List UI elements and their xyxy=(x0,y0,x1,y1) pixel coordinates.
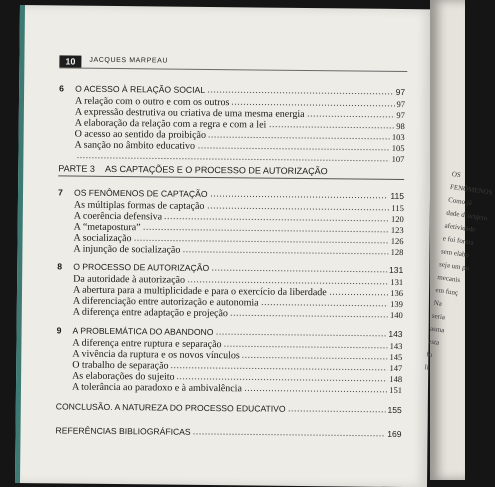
toc-entry xyxy=(57,306,403,321)
conclusion-heading xyxy=(56,401,402,417)
entry-label: A relação com o outro e com os outros xyxy=(74,95,230,109)
dot-leader xyxy=(197,147,390,151)
dot-leader xyxy=(224,345,388,349)
chapter-title: O PROCESSO DE AUTORIZAÇÃO xyxy=(73,261,210,273)
dot-leader xyxy=(164,218,389,222)
dot-leader xyxy=(76,157,389,162)
dot-leader xyxy=(230,314,388,318)
chapter-page: 143 xyxy=(388,328,403,340)
facing-line: mecanis xyxy=(436,273,461,285)
chapter-page: 115 xyxy=(390,190,405,202)
conclusion-title: CONCLUSÃO. A NATUREZA DO PROCESSO EDUCATIVO xyxy=(55,401,286,414)
entry-label: A socialização xyxy=(73,232,132,245)
entry-label: A coerência defensiva xyxy=(73,210,163,223)
facing-line: seja um po xyxy=(438,260,470,273)
entry-label: A diferenciação entre autorização e autonomia xyxy=(72,295,259,309)
entry-page: 147 xyxy=(389,362,403,374)
entry-page: 148 xyxy=(389,373,403,385)
entry-page: 123 xyxy=(390,224,404,236)
chapter-number: 8 xyxy=(57,261,63,272)
facing-line: fo xyxy=(425,350,433,359)
facing-line: em funç xyxy=(435,285,459,297)
dot-leader xyxy=(261,304,389,307)
entry-label: A expressão destrutiva ou criativa de uma mesma energia xyxy=(74,106,305,120)
references-page: 169 xyxy=(387,428,402,440)
page-spine-edge xyxy=(15,5,25,483)
entry-page: 128 xyxy=(390,246,404,258)
part-heading xyxy=(58,163,404,180)
entry-label: A vivência da ruptura e os novos vínculos xyxy=(72,348,240,362)
entry-label: As elaborações do sujeito xyxy=(72,370,175,383)
part-number: PARTE 3 xyxy=(58,163,96,174)
facing-line: esta xyxy=(427,337,440,347)
toc-conclusion xyxy=(56,401,402,417)
entry-page: 143 xyxy=(389,340,403,352)
facing-line: Na xyxy=(433,298,443,308)
entry-label: A diferença entre adaptação e projeção xyxy=(72,306,229,320)
entry-label: Da autoridade à autorização xyxy=(73,273,186,286)
facing-line: afetividade xyxy=(444,221,476,234)
facing-line: Como já xyxy=(447,195,473,208)
toc-chapter-9 xyxy=(56,325,403,396)
dot-leader xyxy=(143,228,389,233)
dot-leader xyxy=(171,367,388,371)
entry-label: O acesso ao sentido da proibição xyxy=(74,128,207,141)
page-number: 10 xyxy=(59,55,81,67)
chapter-title: A PROBLEMÁTICA DO ABANDONO xyxy=(72,325,214,338)
references-heading xyxy=(55,425,401,441)
entry-page: 151 xyxy=(389,384,403,396)
dot-leader xyxy=(206,207,389,211)
dot-leader xyxy=(193,433,386,437)
entry-page: 103 xyxy=(391,131,405,143)
toc-references xyxy=(55,425,401,441)
dot-leader xyxy=(187,281,388,285)
entry-label: A “metapostura” xyxy=(73,221,141,234)
chapter-number: 9 xyxy=(56,325,62,336)
toc-chapter-7 xyxy=(57,187,404,258)
chapter-title: OS FENÔMENOS DE CAPTAÇÃO xyxy=(73,187,208,199)
entry-page: 115 xyxy=(391,202,404,214)
toc-chapter-8 xyxy=(57,261,404,321)
entry-label: A tolerância ao paradoxo e à ambivalência xyxy=(71,381,242,395)
toc-chapter-6 xyxy=(58,83,405,165)
entry-label: As múltiplas formas de captação xyxy=(73,199,205,212)
toc-entry xyxy=(56,381,402,396)
entry-page: 131 xyxy=(390,276,404,288)
dot-leader xyxy=(244,389,387,393)
dot-leader xyxy=(215,333,386,337)
entry-page: 98 xyxy=(396,120,405,132)
entry-page: 120 xyxy=(390,213,404,225)
entry-page: 97 xyxy=(396,109,405,121)
part-title: AS CAPTAÇÕES E O PROCESSO DE AUTORIZAÇÃO xyxy=(104,163,328,177)
running-header-author: JACQUES MARPEAU xyxy=(89,56,169,65)
dot-leader xyxy=(210,195,389,199)
dot-leader xyxy=(242,356,388,360)
dot-leader xyxy=(307,115,395,118)
facing-line: e foi forma xyxy=(442,234,475,247)
entry-page: 105 xyxy=(391,142,405,154)
entry-page: 145 xyxy=(389,351,403,363)
conclusion-page: 155 xyxy=(387,404,402,416)
chapter-title: O ACESSO À RELAÇÃO SOCIAL xyxy=(75,83,206,95)
toc-entry xyxy=(57,243,403,258)
entry-label: A elaboração da relação com a regra e com a lei xyxy=(74,117,267,131)
dot-leader xyxy=(268,126,394,129)
dot-leader xyxy=(211,269,387,273)
entry-page: 136 xyxy=(390,287,404,299)
dot-leader xyxy=(288,410,386,413)
facing-line: dade d' origem xyxy=(445,208,488,223)
running-header xyxy=(59,55,407,72)
dot-leader xyxy=(231,103,394,107)
dot-leader xyxy=(207,91,394,95)
entry-label: A abertura para a multiplicidade e para o exercício da liberdade xyxy=(72,284,327,299)
facing-line: sem elabo xyxy=(440,247,470,260)
entry-page: 139 xyxy=(390,298,403,310)
dot-leader xyxy=(177,378,388,382)
facing-line: asma xyxy=(429,324,445,335)
chapter-page: 131 xyxy=(389,264,404,276)
chapter-page: 97 xyxy=(395,86,406,98)
dot-leader xyxy=(208,136,390,140)
facing-page-text xyxy=(424,168,495,380)
toc-entry-continuation xyxy=(58,150,404,165)
entry-label: A injunção de socialização xyxy=(73,243,181,256)
entry-page: 97 xyxy=(396,98,406,110)
dot-leader xyxy=(329,293,389,296)
entry-label: O trabalho de separação xyxy=(72,359,169,372)
facing-line: li xyxy=(424,363,430,372)
facing-page xyxy=(424,0,493,480)
dot-leader xyxy=(134,239,389,244)
book-page xyxy=(15,5,432,487)
entry-label: A diferença entre ruptura e separação xyxy=(72,337,222,351)
facing-line: seria xyxy=(431,311,446,322)
dot-leader xyxy=(182,251,388,255)
entry-page: 126 xyxy=(390,235,404,247)
chapter-number: 6 xyxy=(59,83,64,94)
entry-page: 140 xyxy=(389,309,403,321)
references-title: REFERÊNCIAS BIBLIOGRÁFICAS xyxy=(55,425,191,437)
facing-line: OS FENÔMENOS xyxy=(449,170,493,197)
entry-label: A sanção no âmbito educativo xyxy=(74,139,196,152)
chapter-number: 7 xyxy=(57,187,63,198)
entry-page: 107 xyxy=(391,153,405,165)
